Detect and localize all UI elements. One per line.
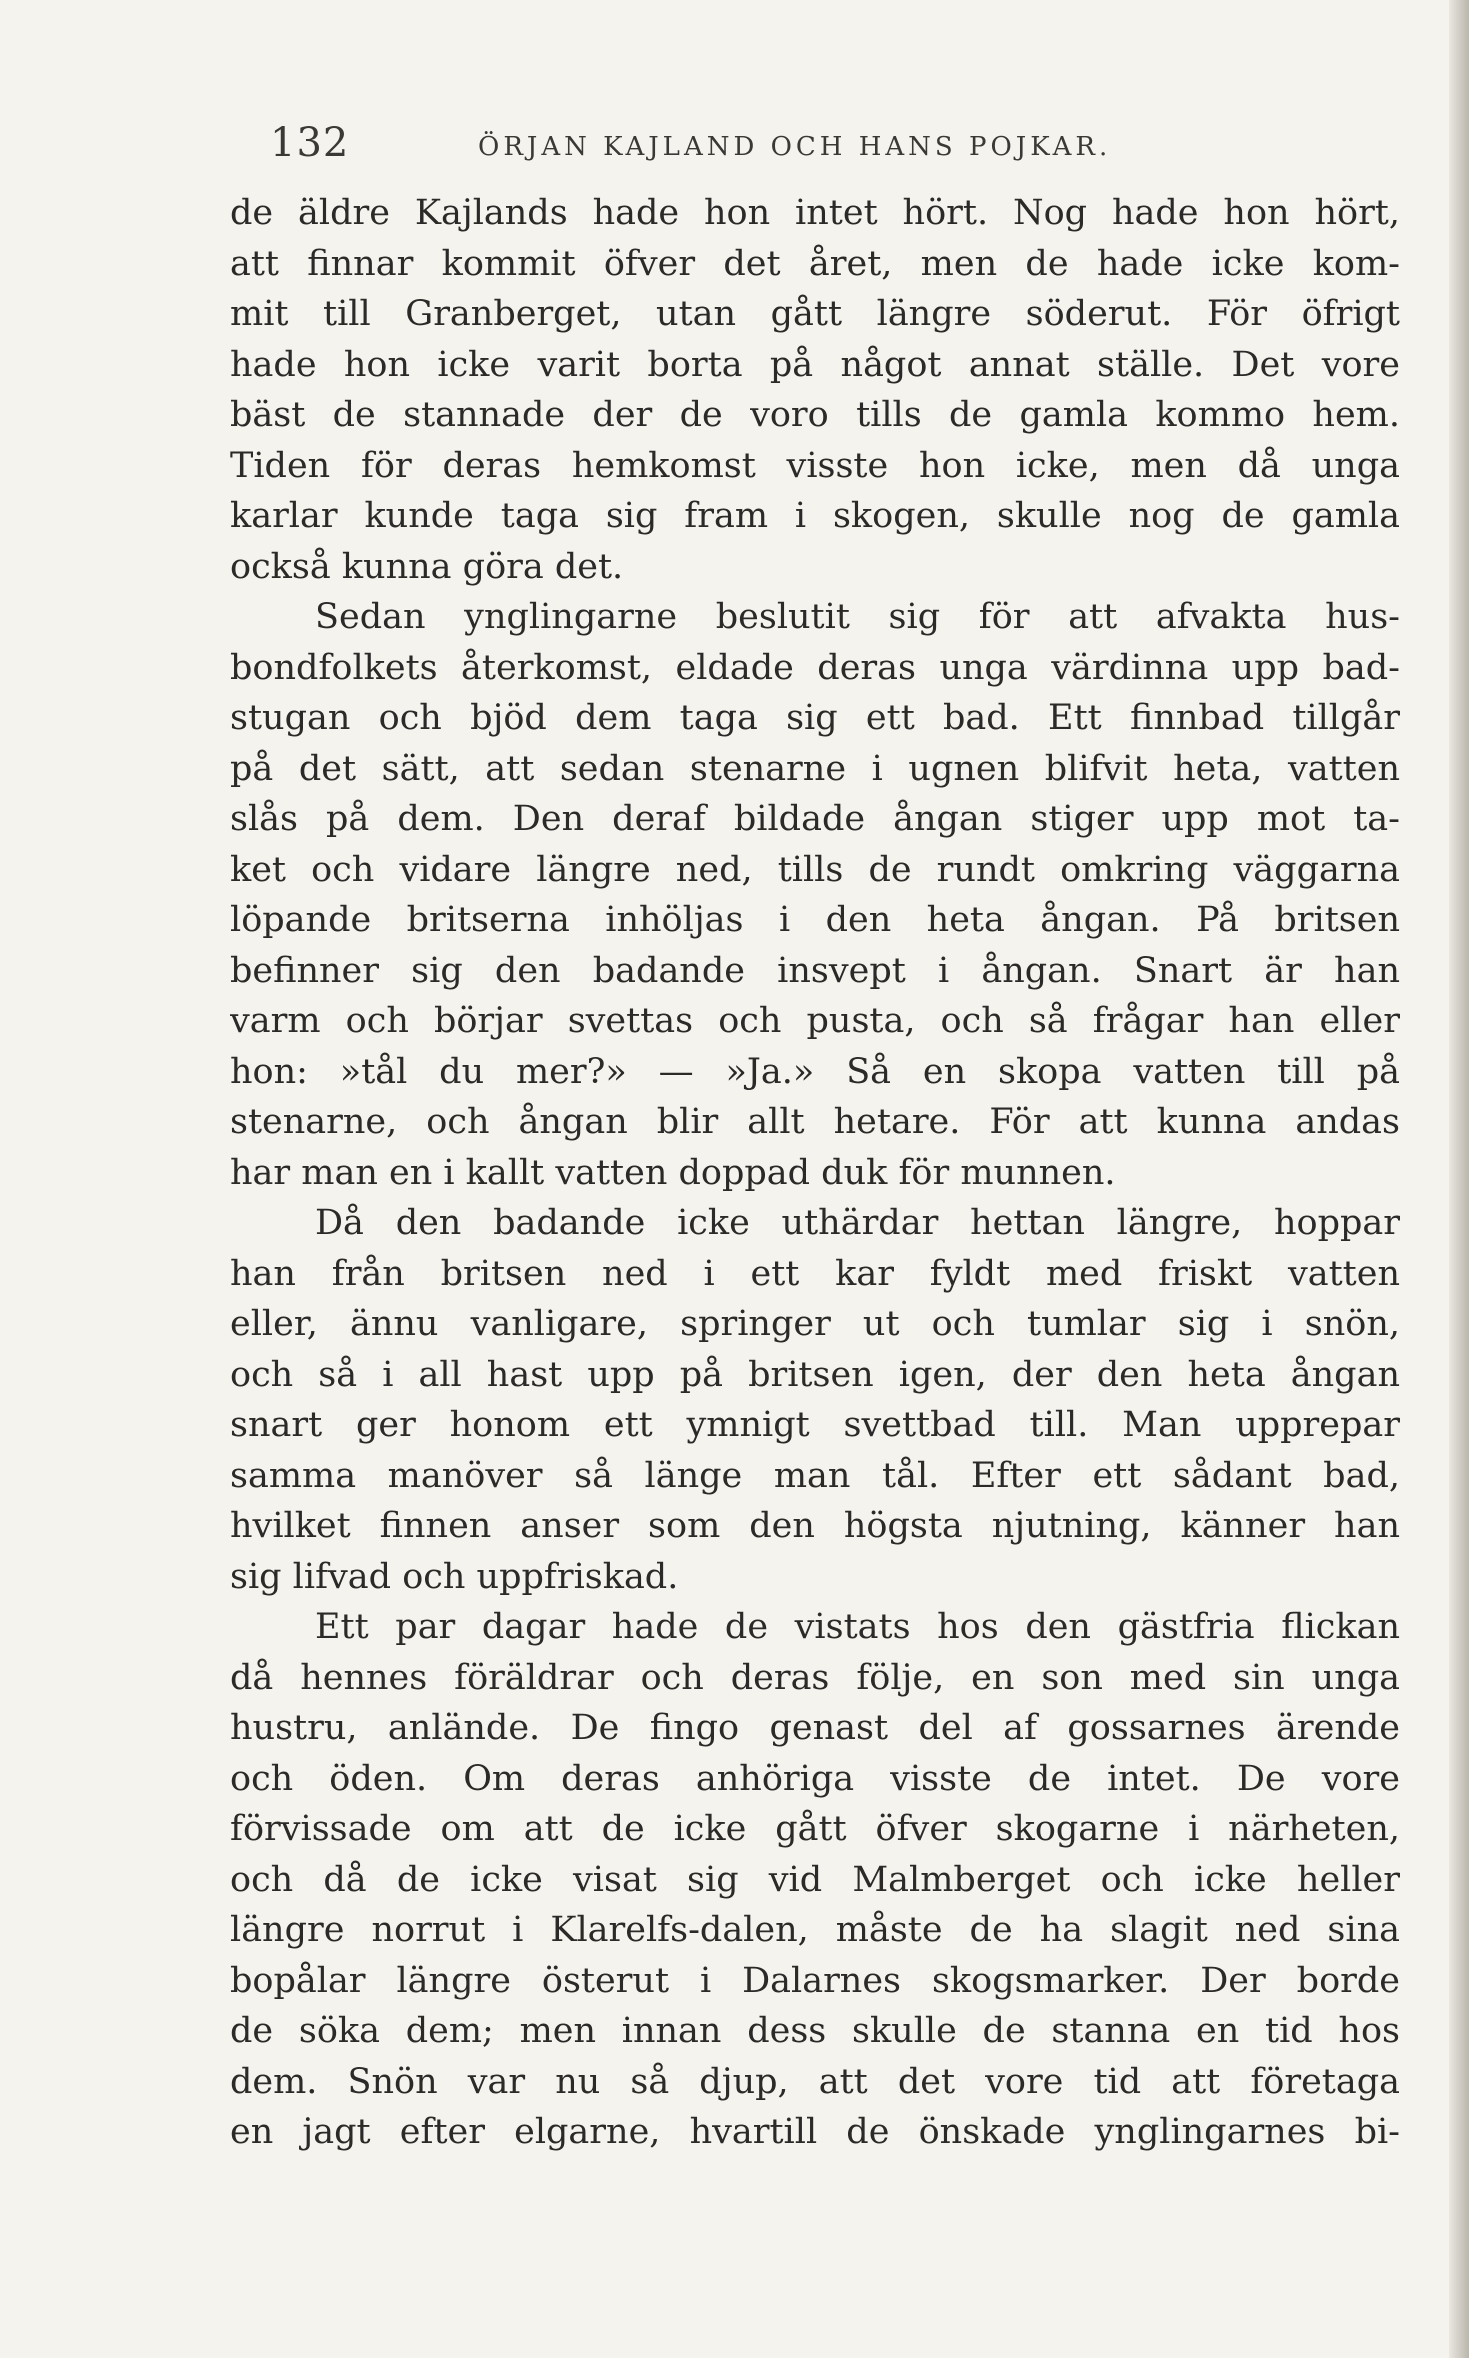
text-line: och då de icke visat sig vid Malmberget och icke heller <box>230 1859 1400 1900</box>
text-line: Ett par dagar hade de vistats hos den gästfria flickan <box>315 1607 1400 1647</box>
text-line: att finnar kommit öfver det året, men de hade icke kom- <box>230 243 1400 284</box>
text-line: löpande britserna inhöljas i den heta ångan. På britsen <box>230 900 1400 940</box>
text-line: förvissade om att de icke gått öfver skogarne i närheten, <box>230 1809 1400 1849</box>
text-line: mit till Granberget, utan gått längre söderut. För öfrigt <box>230 294 1400 334</box>
text-line: samma manöver så länge man tål. Efter ett sådant bad, <box>230 1455 1400 1496</box>
page-edge <box>1449 0 1469 2358</box>
text-line: varm och börjar svettas och pusta, och så frågar han eller <box>230 1001 1400 1041</box>
text-line: ket och vidare längre ned, tills de rundt omkring väggarna <box>230 849 1400 890</box>
text-line: hon: »tål du mer?» — »Ja.» Så en skopa vatten till på <box>230 1051 1400 1092</box>
text-line: och så i all hast upp på britsen igen, der den heta ångan <box>230 1354 1400 1395</box>
text-line: han från britsen ned i ett kar fyldt med friskt vatten <box>230 1253 1400 1294</box>
text-line: de äldre Kajlands hade hon intet hört. Nog hade hon hört, <box>230 193 1400 233</box>
text-line: också kunna göra det. <box>230 546 624 587</box>
running-head <box>230 120 1400 180</box>
running-title: ÖRJAN KAJLAND OCH HANS POJKAR. <box>478 132 1112 162</box>
text-line: bäst de stannade der de voro tills de gamla kommo hem. <box>230 395 1400 435</box>
text-line: en jagt efter elgarne, hvartill de önskade ynglingarnes bi- <box>230 2112 1400 2152</box>
text-line: och öden. Om deras anhöriga visste de intet. De vore <box>230 1758 1400 1799</box>
page-number: 132 <box>270 120 350 166</box>
text-line: stugan och bjöd dem taga sig ett bad. Ett finnbad tillgår <box>230 698 1400 738</box>
text-line: på det sätt, att sedan stenarne i ugnen blifvit heta, vatten <box>230 748 1400 789</box>
text-line: karlar kunde taga sig fram i skogen, skulle nog de gamla <box>230 496 1400 536</box>
text-line: snart ger honom ett ymnigt svettbad till. Man upprepar <box>230 1405 1400 1445</box>
text-line: befinner sig den badande insvept i ångan. Snart är han <box>230 950 1400 991</box>
text-line: hade hon icke varit borta på något annat ställe. Det vore <box>230 344 1400 385</box>
text-line: bopålar längre österut i Dalarnes skogsmarker. Der borde <box>230 1960 1400 2001</box>
text-line: slås på dem. Den deraf bildade ångan stiger upp mot ta- <box>230 799 1400 839</box>
text-line: längre norrut i Klarelfs-dalen, måste de ha slagit ned sina <box>230 1910 1400 1950</box>
text-line: har man en i kallt vatten doppad duk för munnen. <box>230 1152 1116 1193</box>
body-text <box>230 188 1400 2158</box>
text-line: dem. Snön var nu så djup, att det vore tid att företaga <box>230 2061 1400 2102</box>
text-line: Tiden för deras hemkomst visste hon icke, men då unga <box>230 445 1400 486</box>
text-line: hvilket finnen anser som den högsta njutning, känner han <box>230 1506 1400 1546</box>
text-line: Då den badande icke uthärdar hettan längre, hoppar <box>315 1203 1400 1243</box>
text-line: bondfolkets återkomst, eldade deras unga värdinna upp bad- <box>230 647 1400 688</box>
text-line: hustru, anlände. De fingo genast del af gossarnes ärende <box>230 1708 1400 1748</box>
text-line: då hennes föräldrar och deras följe, en son med sin unga <box>230 1657 1400 1698</box>
text-line: sig lifvad och uppfriskad. <box>230 1556 679 1597</box>
text-line: stenarne, och ångan blir allt hetare. För att kunna andas <box>230 1102 1400 1142</box>
text-line: de söka dem; men innan dess skulle de stanna en tid hos <box>230 2011 1400 2051</box>
text-line: Sedan ynglingarne beslutit sig för att afvakta hus- <box>315 597 1400 637</box>
text-line: eller, ännu vanligare, springer ut och tumlar sig i snön, <box>230 1304 1400 1344</box>
